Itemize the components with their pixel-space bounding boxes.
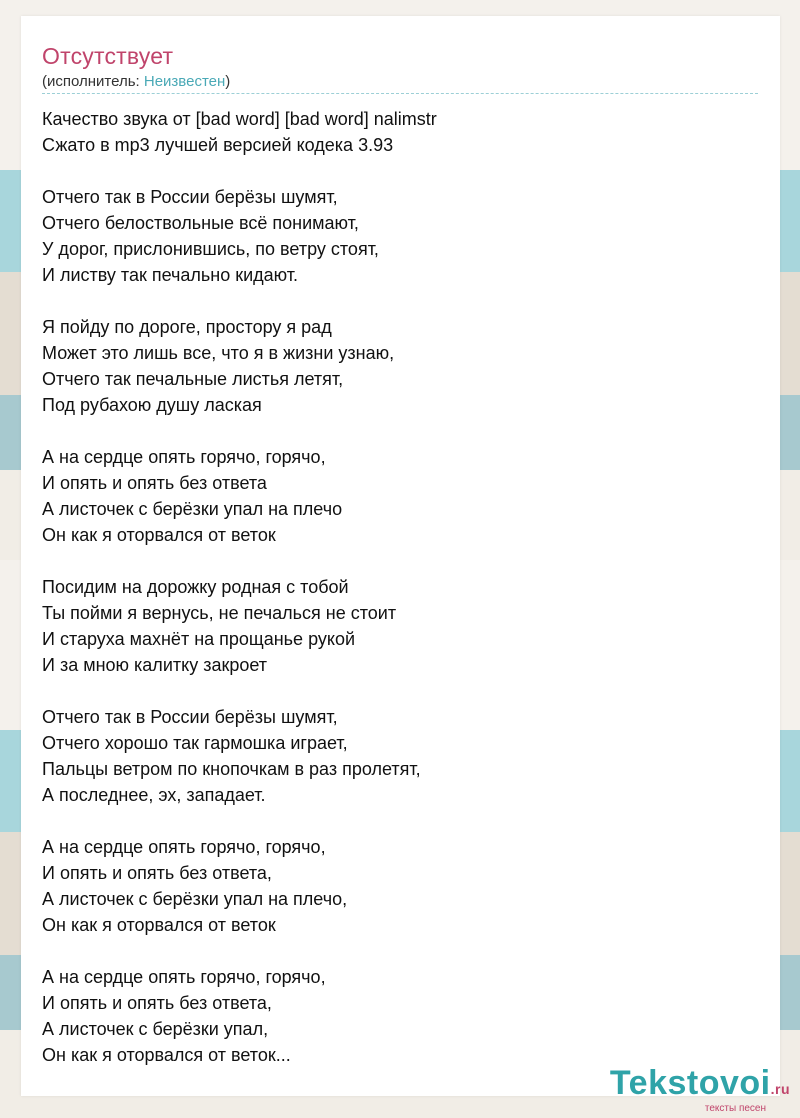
- artist-prefix: (исполнитель:: [42, 73, 144, 90]
- lyrics-text: Качество звука от [bad word] [bad word] nalimstr Сжато в mp3 лучшей версией кодека 3.93 Отчего так в России берёзы шумят, Отчего белоствольные всё понимают, У дорог, прислонившись, по ветру стоят, И листву так печально кидают. Я пойду по дороге, простору я рад Может это лишь все, что я в жизни узнаю, Отчего так печальные листья летят, Под рубахою душу лаская А на сердце опять горячо, горячо, И опять и опять без ответа А листочек с берёзки упал на плечо Он как я оторвался от веток Посидим на дорожку родная с тобой Ты пойми я вернусь, не печалься не стоит И старуха махнёт на прощанье рукой И за мною калитку закроет Отчего так в России берёзы шумят, Отчего хорошо так гармошка играет, Пальцы ветром по кнопочкам в раз пролетят, А последнее, эх, западает. А на сердце опять горячо, горячо, И опять и опять без ответа, А листочек с берёзки упал на плечо, Он как я оторвался от веток А на сердце опять горячо, горячо, И опять и опять без ответа, А листочек с берёзки упал, Он как я оторвался от веток...: [42, 109, 437, 1065]
- artist-line: [42, 73, 230, 90]
- artist-suffix: ): [225, 73, 231, 90]
- divider: [42, 93, 758, 94]
- logo-tld: .ru: [770, 1081, 790, 1097]
- logo-wordmark: [610, 1065, 790, 1107]
- site-logo[interactable]: [610, 1065, 790, 1114]
- artist-link[interactable]: Неизвестен: [143, 73, 226, 90]
- song-title: Отсутствует: [42, 43, 174, 69]
- logo-tagline: тексты песен: [704, 1103, 766, 1114]
- lyrics-sheet: [21, 16, 780, 1096]
- logo-name: Tekstovoi: [609, 1064, 771, 1102]
